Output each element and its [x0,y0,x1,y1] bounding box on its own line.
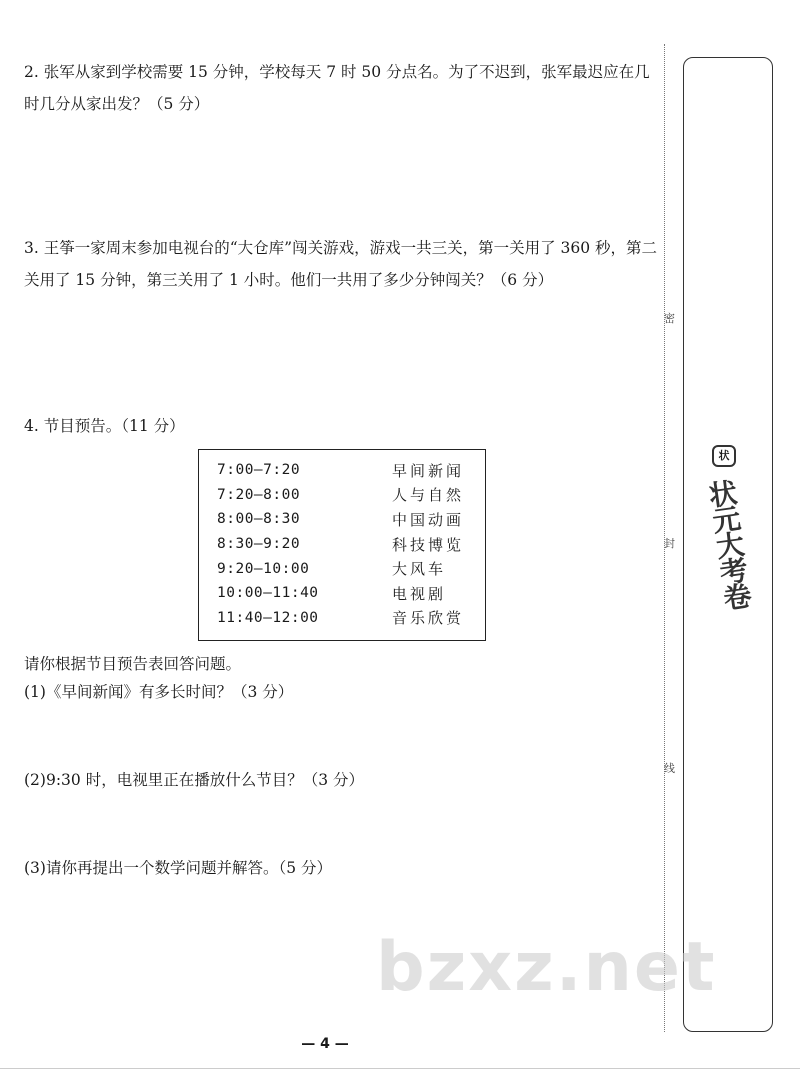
schedule-program: 电视剧 [392,584,447,603]
schedule-program: 中国动画 [392,510,465,529]
schedule-program: 音乐欣赏 [392,609,465,628]
question-4-title: 4. 节目预告。（11 分） [24,417,185,435]
brand-logo [703,445,756,640]
margin-mark-seal: 密 [664,312,675,325]
schedule-program: 科技博览 [392,535,465,554]
schedule-time: 7:00—7:20 [217,462,301,479]
schedule-time: 9:20—10:00 [217,560,310,577]
schedule-program: 人与自然 [392,486,465,505]
schedule-row [199,458,485,483]
schedule-program: 早间新闻 [392,461,465,480]
schedule-row [199,532,485,557]
brand-wordmark: 状元大考卷 [703,477,754,611]
sub-question-2: (2)9:30 时，电视里正在播放什么节目？（3 分） [24,771,364,789]
watermark: bzxz.net [376,928,717,1007]
question-3: 3. 王筝一家周末参加电视台的“大仓库”闯关游戏，游戏一共三关，第一关用了 360 秒，第二关用了 15 分钟，第三关用了 1 小时。他们一共用了多少分钟闯关？（6 分） [24,239,658,289]
brand-badge-icon: 状 [712,445,736,467]
question-2: 2. 张军从家到学校需要 15 分钟，学校每天 7 时 50 分点名。为了不迟到，张军最迟应在几时几分从家出发？（5 分） [24,63,650,113]
schedule-row [199,507,485,532]
schedule-row [199,556,485,581]
margin-mark-sealed: 封 [664,537,675,550]
sub-question-3: (3)请你再提出一个数学问题并解答。（5 分） [24,859,332,877]
margin-mark-line: 线 [664,762,675,775]
schedule-row [199,606,485,631]
schedule-program: 大风车 [392,560,447,579]
program-schedule-table [198,449,486,641]
schedule-row [199,581,485,606]
schedule-row [199,483,485,508]
page-number: — 4 — [301,1036,349,1052]
schedule-instruction: 请你根据节目预告表回答问题。 [24,655,242,673]
schedule-time: 7:20—8:00 [217,486,301,503]
schedule-time: 8:00—8:30 [217,511,301,528]
divider [0,1068,800,1069]
schedule-time: 10:00—11:40 [217,585,319,602]
schedule-time: 11:40—12:00 [217,609,319,626]
schedule-time: 8:30—9:20 [217,536,301,553]
sub-question-1: (1)《早间新闻》有多长时间？（3 分） [24,683,294,701]
